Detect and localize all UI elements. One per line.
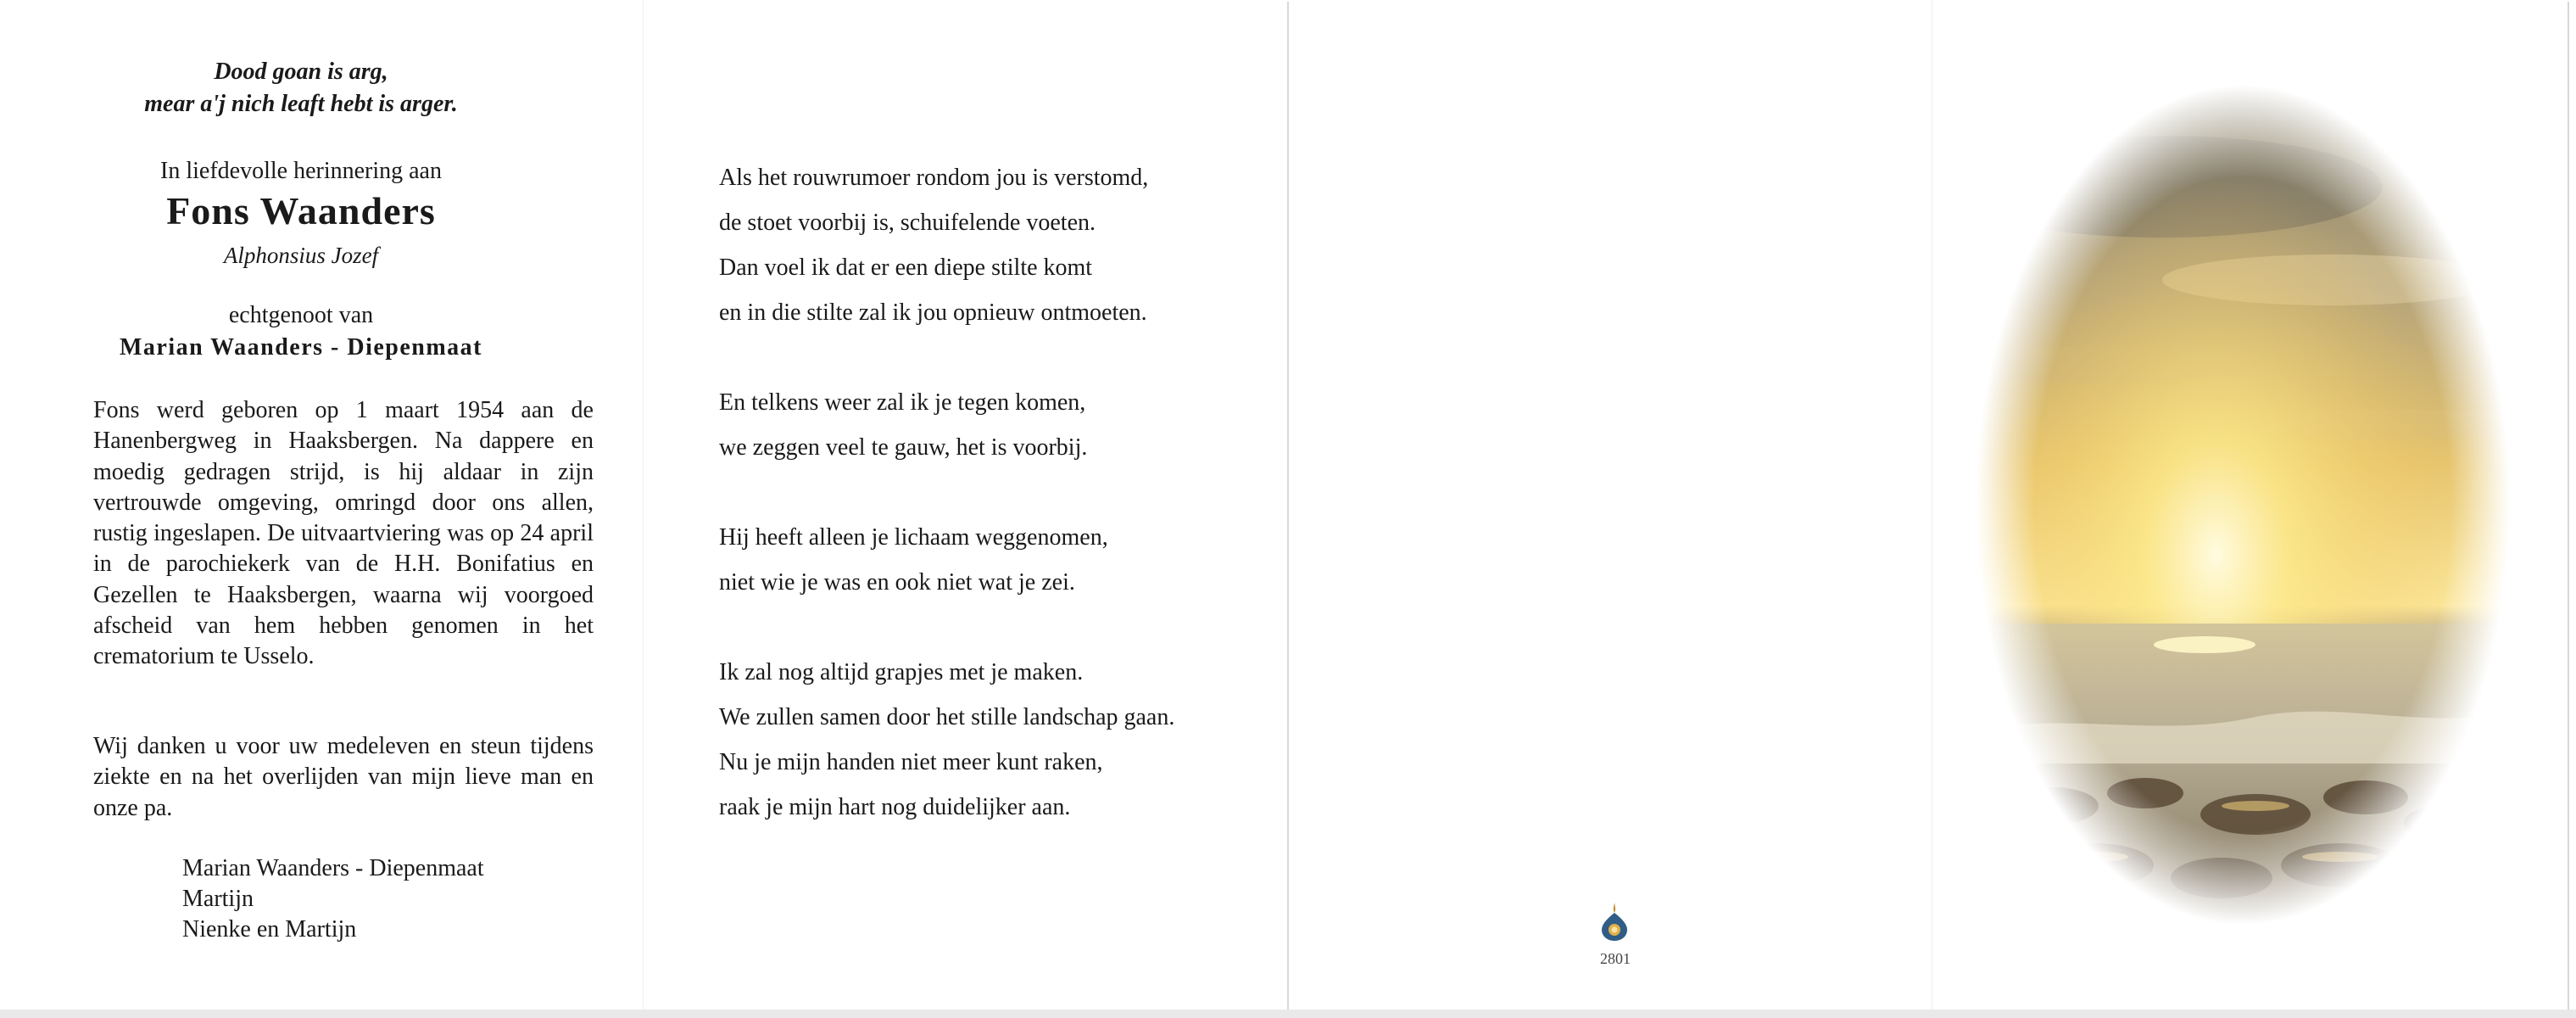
thanks-text: Wij danken u voor uw medeleven en steun tijdens ziekte en na het overlijden van mijn lieve man en onze pa.: [93, 733, 594, 821]
poem-line: we zeggen veel te gauw, het is voorbij.: [719, 434, 1088, 461]
spouse-name: Marian Waanders - Diepenmaat: [119, 334, 483, 361]
stanza-gap: [719, 335, 1174, 380]
poem-line: En telkens weer zal ik je tegen komen,: [719, 389, 1086, 416]
memory-line: In liefdevolle herinnering aan: [160, 158, 442, 184]
sunset-sea-photo: [1976, 85, 2510, 925]
poem-line: Ik zal nog altijd grapjes met je maken.: [719, 659, 1084, 685]
family-member: Martijn: [182, 886, 254, 912]
poem-line: de stoet voorbij is, schuifelende voeten.: [719, 210, 1096, 236]
family-member: Marian Waanders - Diepenmaat: [182, 855, 484, 881]
poem-line: Als het rouwrumoer rondom jou is verstomd,: [719, 165, 1149, 191]
fold-line: [643, 0, 644, 1010]
given-names: Alphonsius Jozef: [223, 243, 379, 268]
poem-line: Hij heeft alleen je lichaam weggenomen,: [719, 524, 1108, 551]
poem-line: Dan voel ik dat er een diepe stilte komt: [719, 255, 1093, 281]
poem-line: niet wie je was en ook niet wat je zei.: [719, 569, 1075, 596]
stanza-gap: [719, 605, 1174, 650]
family-member: Nienke en Martijn: [182, 916, 357, 942]
stanza-gap: [719, 470, 1174, 515]
motto: [89, 56, 513, 120]
motto-line-1: Dood goan is arg,: [214, 59, 388, 85]
print-code: 2801: [1600, 950, 1631, 967]
inner-card: [8, 0, 1287, 1010]
poem-line: en in die stilte zal ik jou opnieuw ontmoeten.: [719, 299, 1147, 326]
scan-bottom-edge: [0, 1010, 2576, 1018]
motto-line-2: mear a'j nich leaft hebt is arger.: [144, 91, 458, 117]
poem-line: Nu je mijn handen niet meer kunt raken,: [719, 749, 1103, 775]
biography: Fons werd geboren op 1 maart 1954 aan de Hanenbergweg in Haaksbergen. Na dappere en moedig gedragen strijd, is hij aldaar in zijn vertrouwde omgeving, omringd door ons allen, rustig ingeslapen. De uitvaartviering was op 24 april in de parochiekerk van de H.H. Bonifatius en Gezellen te Haaksbergen, waarna wij voorgoed afscheid van hem hebben genomen in het crematorium te Usselo.: [93, 397, 594, 670]
poem-line: raak je mijn hart nog duidelijker aan.: [719, 794, 1071, 820]
deceased-name: Fons Waanders: [166, 189, 436, 232]
poem: [719, 155, 1174, 830]
flame-drop-logo-icon: [1600, 901, 1629, 942]
family-signatures: [182, 853, 484, 945]
spouse-label: echtgenoot van: [228, 302, 374, 328]
poem-line: We zullen samen door het stille landschap gaan.: [719, 704, 1175, 730]
